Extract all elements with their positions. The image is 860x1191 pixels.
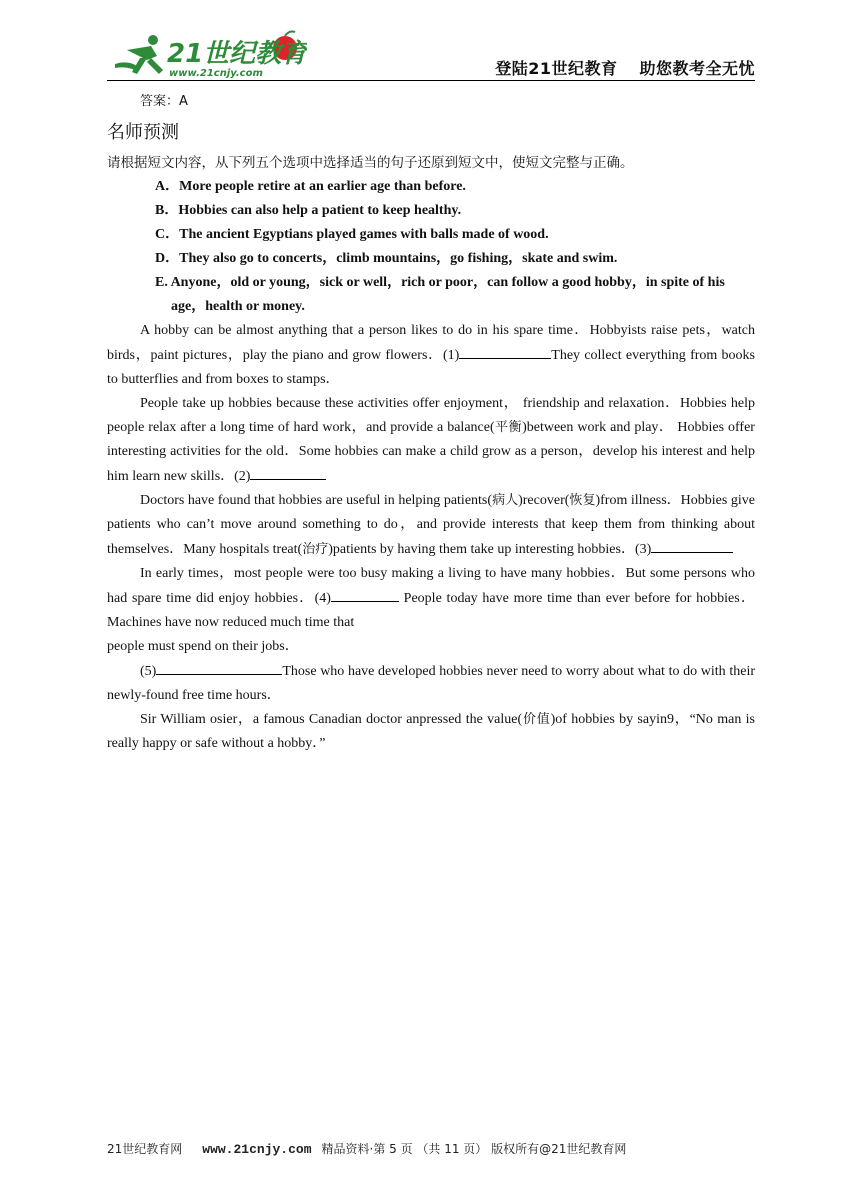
paragraph-text: They collect everything from books to butterflies and from boxes to stamps． — [107, 348, 756, 387]
footer-site-name: 21世纪教育网 — [107, 1142, 183, 1156]
chinese-gloss: 病人 — [492, 493, 519, 508]
blank-3 — [651, 537, 733, 553]
paragraph-1 — [107, 319, 755, 392]
chinese-gloss: 治疗 — [302, 542, 329, 557]
slogan-left: 登陆21世纪教育 — [495, 59, 618, 78]
paragraph-text: )patients by having them take up interesting hobbies．(3) — [328, 542, 652, 557]
answer-line: 答案：A — [140, 94, 188, 109]
blank-4 — [331, 586, 399, 602]
footer-url[interactable]: www.21cnjy.com — [202, 1142, 312, 1157]
paragraph-4 — [107, 562, 755, 635]
slogan-right: 助您教考全无忧 — [639, 59, 755, 78]
paragraph-2 — [107, 392, 755, 489]
logo-url: www.21cnjy.com — [169, 68, 263, 79]
instruction-text: 请根据短文内容，从下列五个选项中选择适当的句子还原到短文中，使短文完整与正确。 — [107, 155, 634, 171]
paragraph-5 — [107, 659, 755, 708]
blank-5 — [156, 659, 282, 675]
option-a: A．More people retire at an earlier age than before. — [155, 179, 466, 194]
header-slogan — [495, 56, 755, 79]
paragraph-text: people must spend on their jobs． — [107, 639, 299, 654]
paragraph-text: People take up hobbies because these activities offer enjoyment， friendship and relaxation．Hobbies help people relax after a long time of hard work，and provide a balance( — [107, 396, 755, 435]
chinese-gloss: 价值 — [522, 712, 551, 727]
footer-page-info: 精品资料·第 5 页 （共 11 页） 版权所有@21世纪教育网 — [321, 1142, 627, 1156]
blank-2 — [250, 464, 326, 480]
option-d: D．They also go to concerts，climb mountains，go fishing，skate and swim. — [155, 251, 618, 266]
main-content — [107, 90, 755, 756]
paragraph-text: People today have more time than ever before for hobbies．Machines have now reduced much time that — [107, 591, 755, 630]
paragraph-text: )recover( — [518, 493, 570, 508]
paragraph-4-continued — [107, 635, 755, 659]
logo-wordmark: 21世纪教育 — [167, 39, 307, 69]
paragraph-text: In early times，most people were too busy making a living to have many hobbies．But some persons who had spare time did enjoy hobbies．(4) — [107, 566, 755, 606]
option-c: C．The ancient Egyptians played games with balls made of wood. — [155, 227, 549, 242]
blank-1 — [459, 343, 551, 359]
paragraph-text: )from illness．Hobbies give patients who can’t move around something to do，and provide interests that keep them from thinking about themselves．Many hospitals treat( — [107, 493, 755, 557]
paragraph-text: Sir William osier，a famous Canadian doctor anpressed the value( — [140, 712, 523, 727]
option-list — [107, 175, 755, 319]
paragraph-text: )between work and play． Hobbies offer interesting activities for the old．Some hobbies can make a child grow as a person，develop his interest and help him learn new skills．(2) — [107, 420, 755, 484]
paragraph-3 — [107, 489, 755, 562]
paragraph-text: A hobby can be almost anything that a person likes to do in his spare time．Hobbyists raise pets，watch birds，paint pictures，play the piano and grow flowers．(1) — [107, 323, 755, 363]
chinese-gloss: 平衡 — [494, 420, 523, 435]
option-e: E. Anyone，old or young，sick or well，rich or poor，can follow a good hobby，in spite of his age，health or money. — [155, 275, 725, 314]
page-footer — [107, 1140, 755, 1157]
paragraph-text: Doctors have found that hobbies are useful in helping patients( — [140, 493, 493, 508]
runner-icon — [115, 35, 163, 74]
chinese-gloss: 恢复 — [569, 493, 596, 508]
paragraph-6 — [107, 708, 755, 756]
option-b: B．Hobbies can also help a patient to keep healthy. — [155, 203, 462, 218]
paragraph-text: (5) — [140, 664, 157, 679]
paragraph-text: )of hobbies by sayin9，“No man is really happy or safe without a hobby．” — [107, 712, 755, 751]
paragraph-text: Those who have developed hobbies never need to worry about what to do with their newly-found free time hours． — [107, 664, 755, 703]
section-title: 名师预测 — [107, 122, 179, 143]
page-header — [107, 30, 755, 82]
header-divider — [107, 80, 755, 81]
site-logo — [107, 30, 307, 80]
